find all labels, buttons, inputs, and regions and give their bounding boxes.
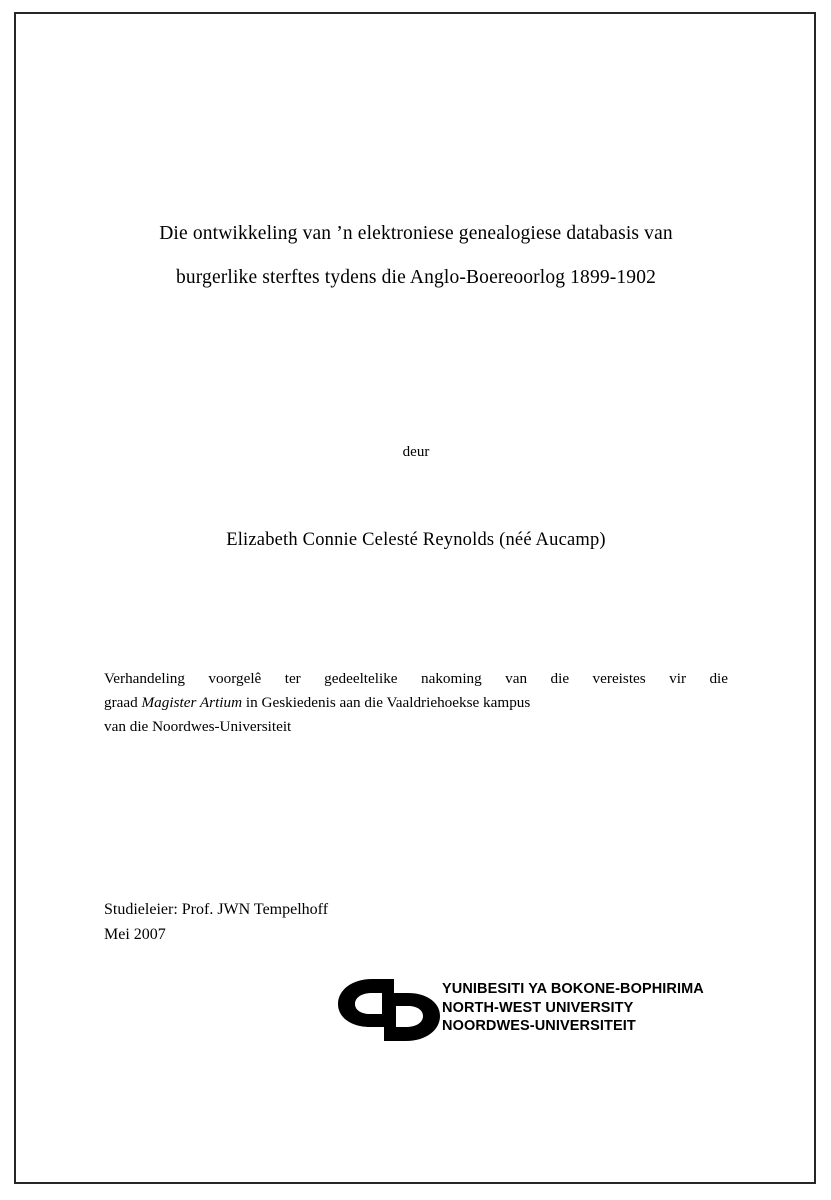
degree-statement-line-2-after: in Geskiedenis aan die Vaaldriehoekse kampus	[242, 694, 531, 711]
author-name: Elizabeth Connie Celesté Reynolds (néé Aucamp)	[226, 530, 606, 550]
degree-name-italic: Magister Artium	[141, 694, 243, 711]
supervisor-block	[104, 897, 604, 947]
title-line-1: Die ontwikkeling van ’n elektroniese genealogiese databasis van	[159, 223, 673, 244]
degree-statement-line-2	[104, 691, 728, 715]
degree-statement	[104, 667, 728, 739]
page-content	[86, 12, 746, 1184]
university-logo-text	[442, 980, 704, 1036]
submission-date: Mei 2007	[104, 926, 166, 943]
degree-statement-line-3: van die Noordwes-Universiteit	[104, 718, 292, 735]
logo-text-line-2: NORTH-WEST UNIVERSITY	[442, 999, 634, 1016]
university-logo	[324, 974, 704, 1046]
north-west-university-logo-icon	[334, 976, 444, 1044]
degree-statement-line-1: Verhandeling voorgelê ter gedeeltelike nakoming van die vereistes vir die	[104, 670, 728, 687]
degree-statement-line-2-before: graad	[104, 694, 142, 711]
byline-label: deur	[402, 444, 430, 460]
supervisor-name: Studieleier: Prof. JWN Tempelhoff	[104, 901, 329, 918]
page-title	[86, 212, 746, 300]
title-line-2: burgerlike sterftes tydens die Anglo-Boereoorlog 1899-1902	[175, 267, 657, 288]
logo-text-line-3: NOORDWES-UNIVERSITEIT	[442, 1018, 636, 1034]
logo-text-line-1: YUNIBESITI YA BOKONE-BOPHIRIMA	[442, 981, 704, 997]
